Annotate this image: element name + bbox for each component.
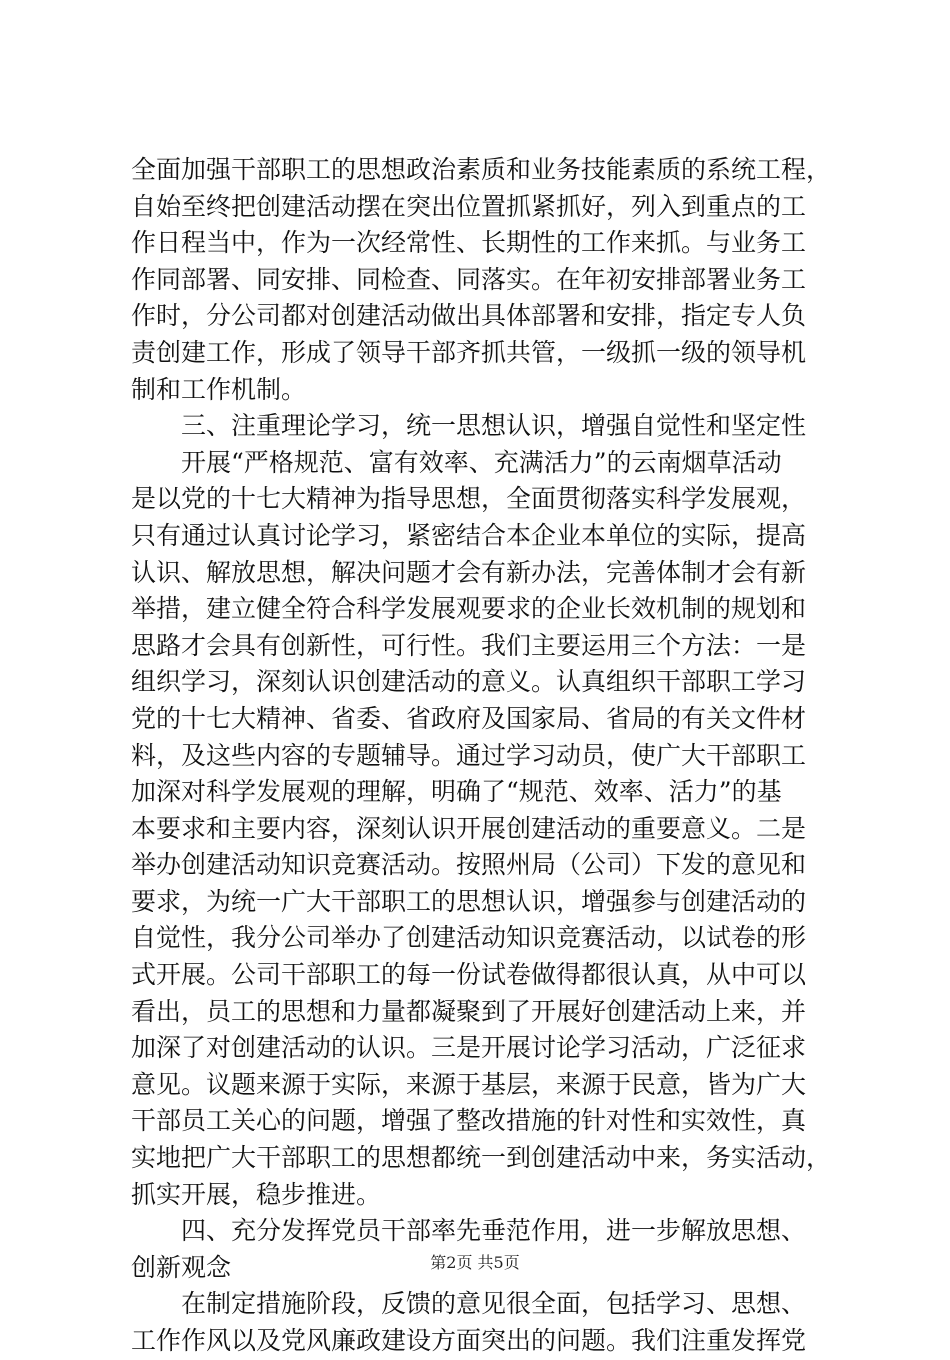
text-line: 是以党的十七大精神为指导思想，全面贯彻落实科学发展观， xyxy=(131,484,807,514)
text-line: 干部员工关心的问题，增强了整改措施的针对性和实效性，真 xyxy=(131,1106,807,1136)
text-line: 开展“严格规范、富有效率、充满活力”的云南烟草活动 xyxy=(181,447,782,477)
text-line: 自始至终把创建活动摆在突出位置抓紧抓好，列入到重点的工 xyxy=(131,191,807,221)
text-line: 党的十七大精神、省委、省政府及国家局、省局的有关文件材 xyxy=(131,703,807,733)
text-line: 看出，员工的思想和力量都凝聚到了开展好创建活动上来，并 xyxy=(131,996,807,1026)
text-line: 要求，为统一广大干部职工的思想认识，增强参与创建活动的 xyxy=(131,886,807,916)
text-line: 举办创建活动知识竞赛活动。按照州局（公司）下发的意见和 xyxy=(131,850,807,880)
text-line: 作同部署、同安排、同检查、同落实。在年初安排部署业务工 xyxy=(131,264,807,294)
text-line: 组织学习，深刻认识创建活动的意义。认真组织干部职工学习 xyxy=(131,667,807,697)
page-number: 第2页 共5页 xyxy=(430,1253,520,1272)
text-line: 作日程当中，作为一次经常性、长期性的工作来抓。与业务工 xyxy=(131,228,807,258)
body-text xyxy=(131,152,832,1360)
text-line: 全面加强干部职工的思想政治素质和业务技能素质的系统工程， xyxy=(131,155,832,184)
text-line: 工作作风以及党风廉政建设方面突出的问题。我们注重发挥党 xyxy=(131,1326,807,1355)
text-line: 思路才会具有创新性，可行性。我们主要运用三个方法：一是 xyxy=(131,630,807,660)
text-line: 在制定措施阶段，反馈的意见很全面，包括学习、思想、 xyxy=(181,1289,807,1319)
page-footer xyxy=(0,1250,950,1273)
text-line: 认识、解放思想，解决问题才会有新办法，完善体制才会有新 xyxy=(131,557,807,587)
text-line: 抓实开展，稳步推进。 xyxy=(131,1179,382,1209)
text-line: 实地把广大干部职工的思想都统一到创建活动中来，务实活动， xyxy=(131,1143,832,1173)
text-line: 责创建工作，形成了领导干部齐抓共管，一级抓一级的领导机 xyxy=(131,337,807,367)
text-line: 作时，分公司都对创建活动做出具体部署和安排，指定专人负 xyxy=(131,301,807,331)
section-heading: 三、注重理论学习，统一思想认识，增强自觉性和坚定性 xyxy=(181,411,807,441)
text-line: 料，及这些内容的专题辅导。通过学习动员，使广大干部职工 xyxy=(131,740,807,770)
section-heading: 四、充分发挥党员干部率先垂范作用，进一步解放思想、 xyxy=(181,1216,807,1246)
section-heading-continuation: 创新观念 xyxy=(131,1252,232,1282)
text-line: 加深对科学发展观的理解，明确了“规范、效率、活力”的基 xyxy=(131,777,782,807)
text-line: 加深了对创建活动的认识。三是开展讨论学习活动，广泛征求 xyxy=(131,1033,807,1063)
text-line: 意见。议题来源于实际，来源于基层，来源于民意，皆为广大 xyxy=(131,1069,807,1099)
text-line: 只有通过认真讨论学习，紧密结合本企业本单位的实际，提高 xyxy=(131,520,807,550)
text-line: 式开展。公司干部职工的每一份试卷做得都很认真，从中可以 xyxy=(131,960,807,990)
text-line: 举措，建立健全符合科学发展观要求的企业长效机制的规划和 xyxy=(131,594,807,624)
text-line: 自觉性，我分公司举办了创建活动知识竞赛活动，以试卷的形 xyxy=(131,923,807,953)
text-line: 制和工作机制。 xyxy=(131,374,307,404)
text-line: 本要求和主要内容，深刻认识开展创建活动的重要意义。二是 xyxy=(131,813,807,843)
